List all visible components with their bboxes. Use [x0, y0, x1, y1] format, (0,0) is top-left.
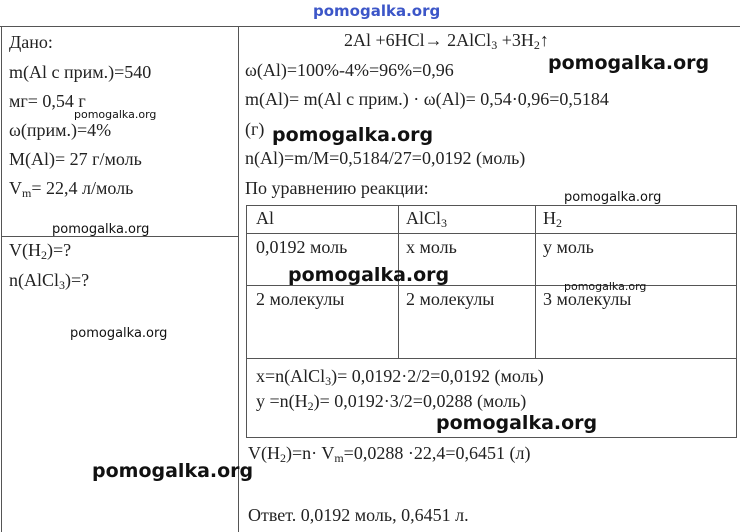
mass-line: m(Al)= m(Al с прим.) · ω(Al)= 0,54·0,96=0,5184 — [245, 89, 609, 109]
volume-line: $V(H_2)=n\cdot V_m=0,0288 \cdot 22,4=0,6451$ (л) — [248, 443, 531, 465]
frame-left — [1, 26, 2, 532]
given-line: M(Al)= 27 г/моль — [9, 149, 142, 169]
watermark: pomogalka.org — [564, 280, 647, 293]
watermark: pomogalka.org — [52, 222, 150, 237]
omega-line: ω(Al)=100%-4%=96%=0,96 — [245, 60, 454, 80]
table-cell: x моль — [406, 237, 457, 257]
table-border — [736, 205, 737, 359]
watermark: pomogalka.org — [564, 190, 662, 205]
table-header: $H_2$ — [543, 208, 562, 230]
given-title: Дано: — [9, 32, 53, 52]
calc-box-border — [736, 358, 737, 438]
watermark: pomogalka.org — [70, 326, 168, 341]
watermark: pomogalka.org — [548, 52, 710, 74]
given-line: m(Al с прим.)=540 — [9, 62, 152, 82]
table-border — [246, 205, 737, 206]
calc-x-line: x=n(AlCl$_3$)= 0,0192·2/2=0,0192 (моль) — [256, 366, 544, 388]
by-equation-label: По уравнению реакции: — [245, 178, 429, 198]
watermark: pomogalka.org — [436, 412, 598, 434]
table-cell: 2 молекулы — [406, 289, 495, 309]
table-border — [535, 205, 536, 359]
given-line: мг= 0,54 г — [9, 91, 86, 111]
table-header: AlCl$_3$ — [406, 208, 448, 230]
watermark-top: pomogalka.org — [313, 2, 441, 20]
given-line: $V_m= 22,4$ л/моль — [9, 178, 134, 200]
watermark: pomogalka.org — [272, 124, 434, 146]
find-line: $V(H_2)=$? — [9, 240, 72, 262]
calc-box-border — [246, 437, 737, 438]
frame-column-divider — [238, 26, 239, 532]
answer-line: Ответ. 0,0192 моль, 0,6451 л. — [248, 505, 469, 525]
table-cell: 0,0192 моль — [256, 237, 348, 257]
table-cell: 3 молекулы — [543, 289, 632, 309]
mass-unit: (г) — [245, 119, 265, 139]
table-border — [246, 205, 247, 359]
frame-top — [0, 26, 740, 27]
watermark: pomogalka.org — [288, 264, 450, 286]
reaction-equation: 2Al +6HCl→ 2AlCl$_3$ $+3H_2↑$ — [344, 30, 549, 52]
find-line: n(AlCl$_3$)=? — [9, 270, 90, 292]
watermark: pomogalka.org — [74, 108, 157, 121]
table-header: Al — [256, 208, 274, 228]
moles-line: n(Al)=m/M=0,5184/27=0,0192 (моль) — [245, 148, 526, 168]
table-cell: y моль — [543, 237, 594, 257]
table-border — [246, 233, 737, 234]
watermark: pomogalka.org — [92, 460, 254, 482]
calc-y-line: $y =n(H_2)= 0,0192\cdot 3/2=0,0288$ (моль) — [256, 391, 527, 413]
calc-box-border — [246, 358, 247, 438]
table-cell: 2 молекулы — [256, 289, 345, 309]
table-border — [246, 358, 737, 359]
given-line: ω(прим.)=4% — [9, 120, 112, 140]
